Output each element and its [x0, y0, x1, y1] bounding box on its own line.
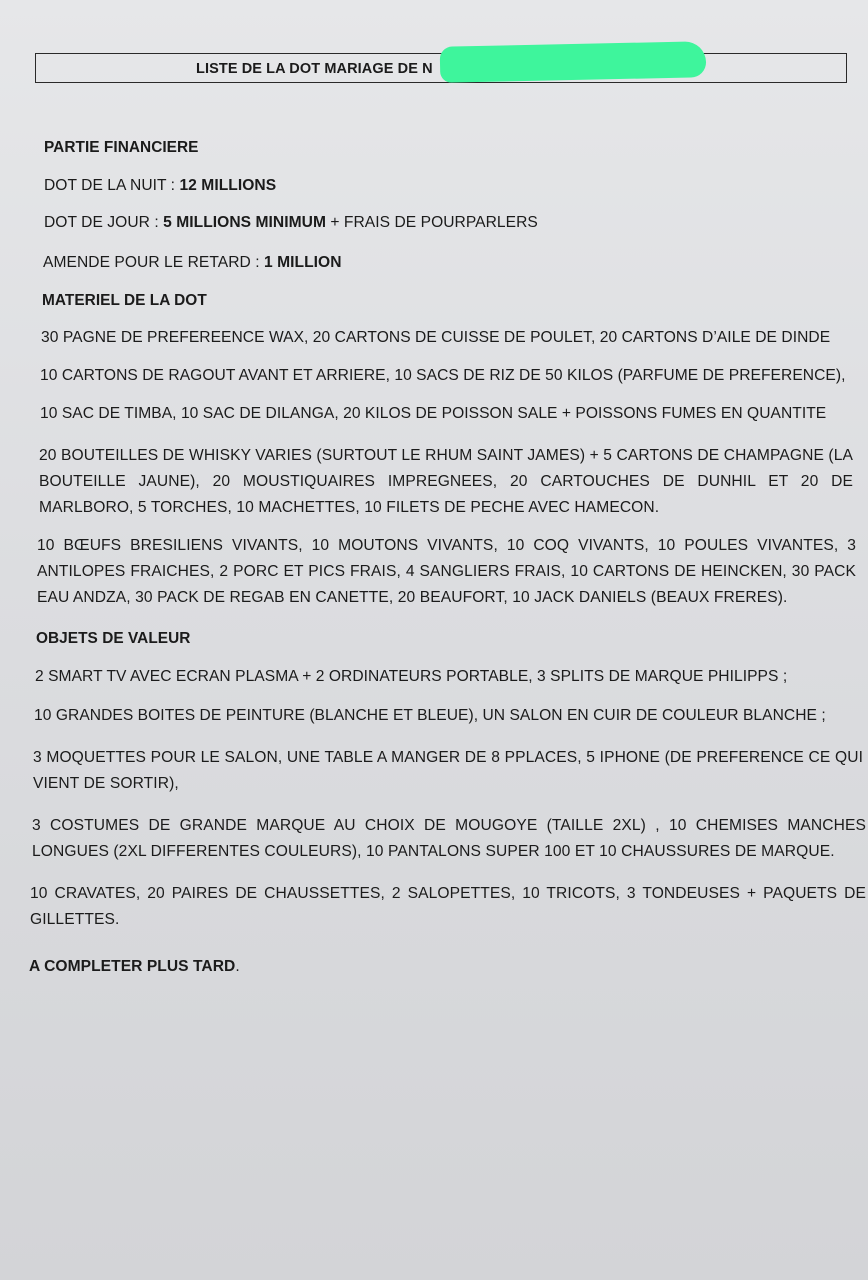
footer-note-period: .: [235, 958, 240, 975]
footer-note-bold: A COMPLETER PLUS TARD: [29, 958, 236, 975]
night-dowry-label: DOT DE LA NUIT :: [44, 177, 180, 194]
valuables-line-2: 10 GRANDES BOITES DE PEINTURE (BLANCHE ET BLEUE), UN SALON EN CUIR DE COULEUR BLANCHE ;: [34, 707, 826, 724]
valuables-paragraph-5: 10 CRAVATES, 20 PAIRES DE CHAUSSETTES, 2 SALOPETTES, 10 TRICOTS, 3 TONDEUSES + PAQUETS DE GILLETTES.: [30, 885, 866, 928]
redaction-mark: [440, 41, 707, 83]
materials-paragraph-5: 10 BŒUFS BRESILIENS VIVANTS, 10 MOUTONS VIVANTS, 10 COQ VIVANTS, 10 POULES VIVANTES, 3 ANTILOPES FRAICHES, 2 PORC ET PICS FRAIS, 4 SANGLIERS FRAIS, 10 CARTONS DE HEINCKEN, 30 PACK EAU ANDZA, 30 PACK DE REGAB EN CANETTE, 20 BEAUFORT, 10 JACK DANIELS (BEAUX FRERES).: [37, 537, 856, 606]
day-dowry-value: 5 MILLIONS MINIMUM: [163, 214, 326, 231]
late-fine-line: [43, 254, 342, 272]
night-dowry-line: [44, 177, 276, 195]
document-title: LISTE DE LA DOT MARIAGE DE N: [196, 61, 433, 77]
night-dowry-value: 12 MILLIONS: [179, 177, 277, 194]
day-dowry-label: DOT DE JOUR :: [44, 214, 164, 231]
day-dowry-suffix: + FRAIS DE POURPARLERS: [326, 214, 538, 231]
late-fine-label: AMENDE POUR LE RETARD :: [43, 254, 264, 271]
materials-paragraph-4: 20 BOUTEILLES DE WHISKY VARIES (SURTOUT LE RHUM SAINT JAMES) + 5 CARTONS DE CHAMPAGNE (LA BOUTEILLE JAUNE), 20 MOUSTIQUAIRES IMPREGNEES, 20 CARTOUCHES DE DUNHIL ET 20 DE MARLBORO, 5 TORCHES, 10 MACHETTES, 10 FILETS DE PECHE AVEC HAMECON.: [39, 447, 853, 516]
materials-line-1: 30 PAGNE DE PREFEREENCE WAX, 20 CARTONS DE CUISSE DE POULET, 20 CARTONS D’AILE DE DINDE: [41, 329, 831, 346]
heading-valuables: OBJETS DE VALEUR: [36, 630, 191, 647]
materials-line-3: 10 SAC DE TIMBA, 10 SAC DE DILANGA, 20 KILOS DE POISSON SALE + POISSONS FUMES EN QUANTITE: [40, 405, 827, 422]
valuables-paragraph-3: 3 MOQUETTES POUR LE SALON, UNE TABLE A MANGER DE 8 PPLACES, 5 IPHONE (DE PREFERENCE CE QUI VIENT DE SORTIR),: [33, 749, 863, 792]
heading-financial: PARTIE FINANCIERE: [44, 139, 199, 156]
heading-materials: MATERIEL DE LA DOT: [42, 292, 207, 309]
day-dowry-line: [44, 214, 538, 232]
late-fine-value: 1 MILLION: [264, 254, 342, 271]
materials-line-2: 10 CARTONS DE RAGOUT AVANT ET ARRIERE, 10 SACS DE RIZ DE 50 KILOS (PARFUME DE PREFERENCE),: [40, 367, 846, 384]
valuables-line-1: 2 SMART TV AVEC ECRAN PLASMA + 2 ORDINATEURS PORTABLE, 3 SPLITS DE MARQUE PHILIPPS ;: [35, 668, 788, 685]
valuables-paragraph-4: 3 COSTUMES DE GRANDE MARQUE AU CHOIX DE MOUGOYE (TAILLE 2XL) , 10 CHEMISES MANCHES LONGUES (2XL DIFFERENTES COULEURS), 10 PANTALONS SUPER 100 ET 10 CHAUSSURES DE MARQUE.: [32, 817, 866, 860]
footer-note: [29, 958, 240, 976]
